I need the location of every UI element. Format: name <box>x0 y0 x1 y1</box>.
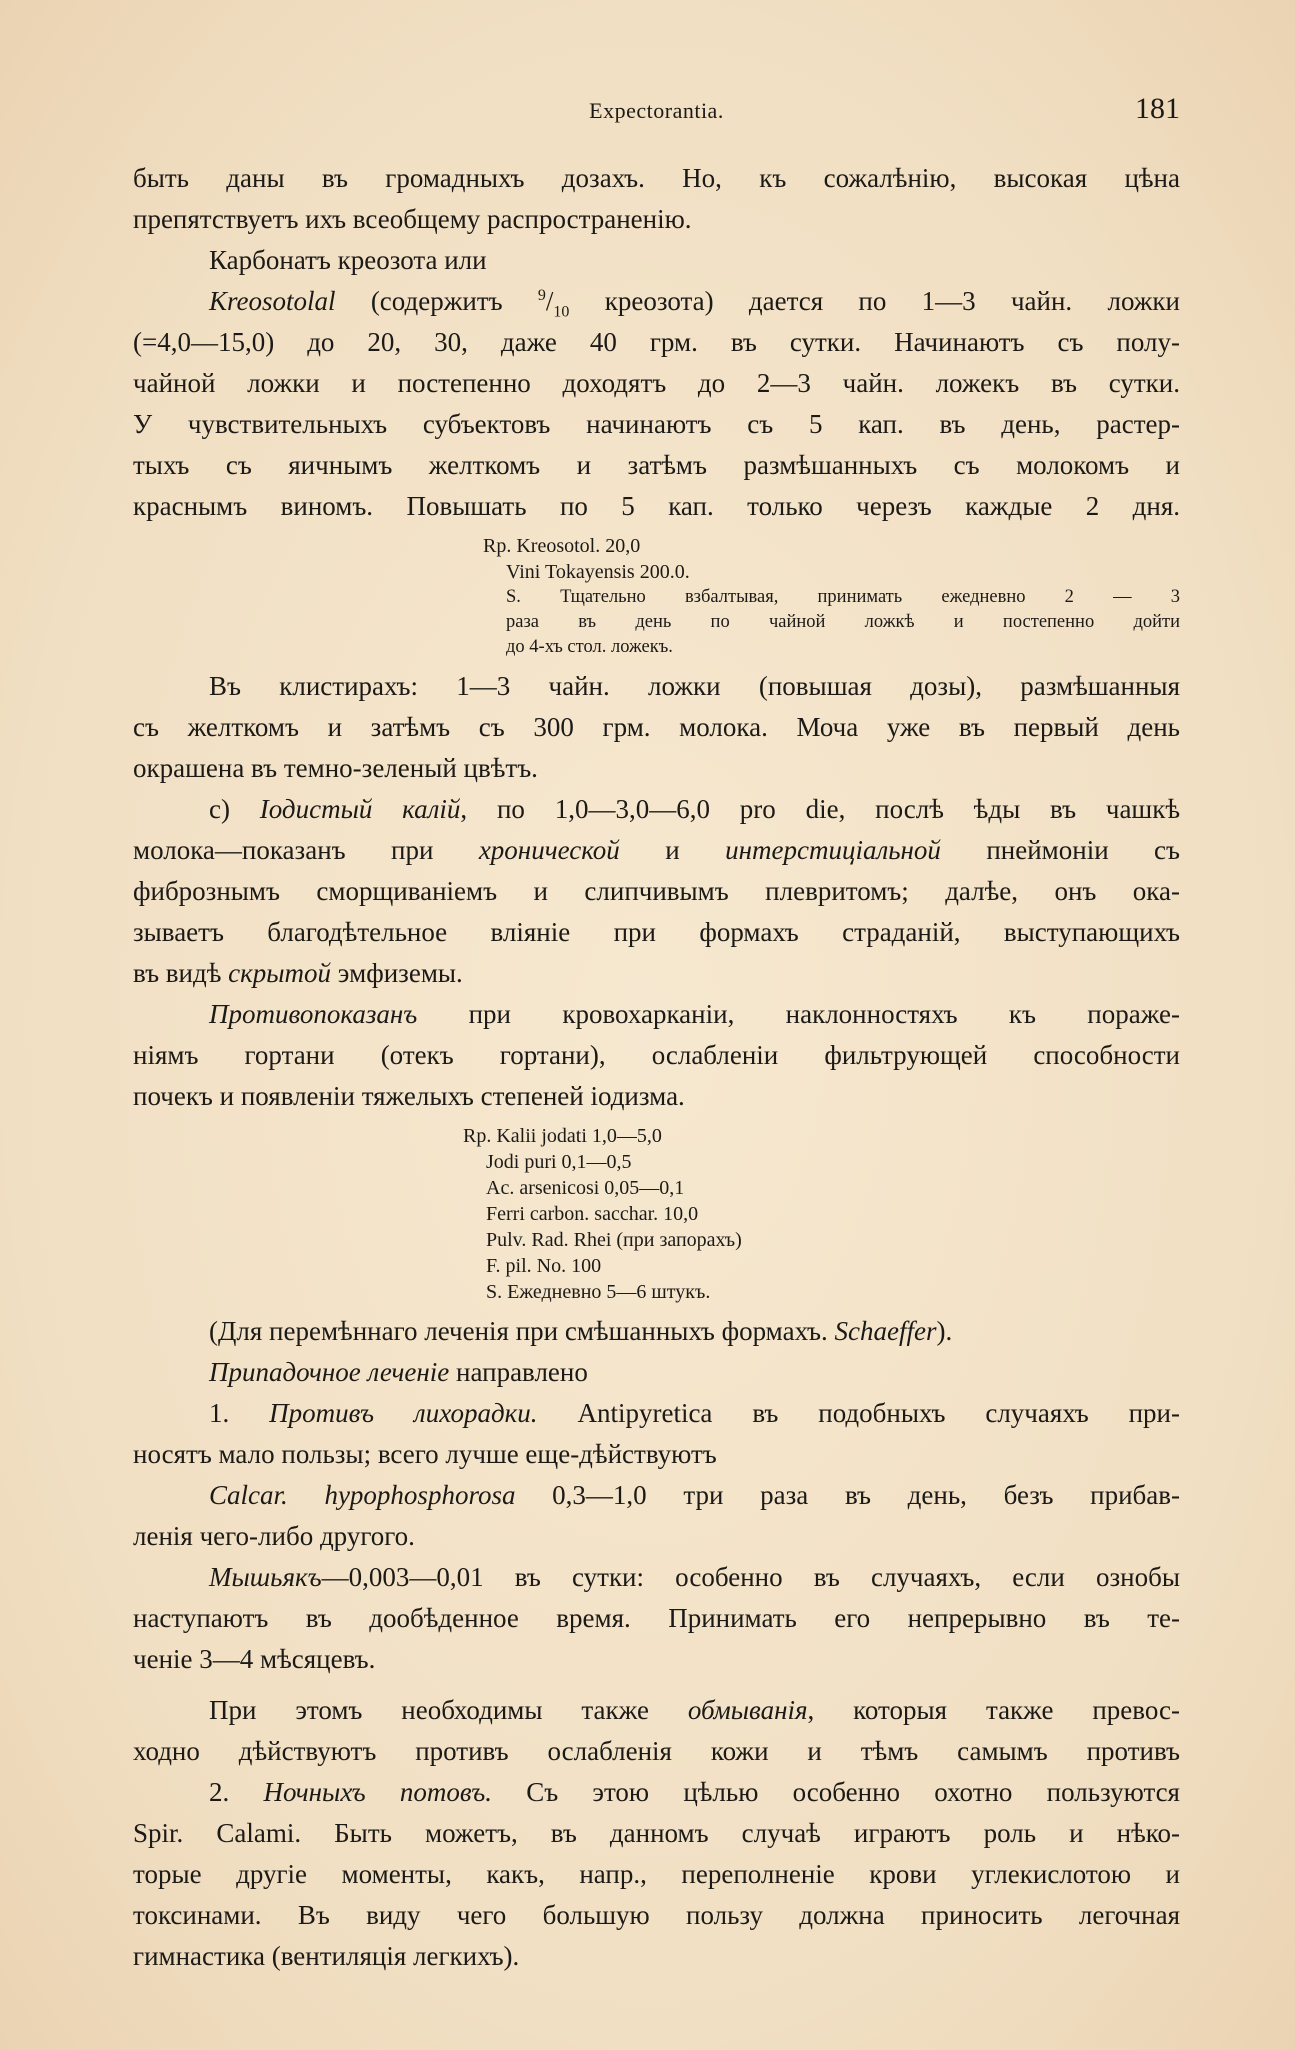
text-line: Мышьякъ—0,003—0,01 въ сутки: особенно въ случаяхъ, если ознобы <box>209 1562 1180 1592</box>
text-line: чайной ложки и постепенно доходятъ до 2—3 чайн. ложекъ въ сутки. <box>133 368 1180 398</box>
text-line: Противопоказанъ при кровохарканіи, наклонностяхъ къ пораже- <box>209 999 1180 1029</box>
text-line: краснымъ виномъ. Повышать по 5 кап. только черезъ каждые 2 дня. <box>133 491 1180 521</box>
text-line: съ желткомъ и затѣмъ съ 300 грм. молока. Моча уже въ первый день <box>133 712 1180 742</box>
text-line: 2. Ночныхъ потовъ. Съ этою цѣлью особенно охотно пользуются <box>209 1777 1180 1807</box>
text-line: токсинами. Въ виду чего большую пользу должна приносить легочная <box>133 1900 1180 1930</box>
prescription-line: раза въ день по чайной ложкѣ и постепенно дойти <box>506 612 1180 632</box>
running-title: Expectorantia. <box>589 98 724 123</box>
prescription-line: S. Тщательно взбалтывая, принимать ежедневно 2 — 3 <box>506 587 1180 607</box>
text-line: въ видѣ скрытой эмфиземы. <box>133 958 463 988</box>
text-line: торые другіе моменты, какъ, напр., переполненіе крови углекислотою и <box>133 1859 1180 1889</box>
text-line: Въ клистирахъ: 1—3 чайн. ложки (повышая дозы), размѣшанныя <box>209 671 1180 701</box>
text-line: (=4,0—15,0) до 20, 30, даже 40 грм. въ сутки. Начинаютъ съ полу- <box>133 327 1180 357</box>
text-line: наступаютъ въ дообѣденное время. Принимать его непрерывно въ те- <box>133 1603 1180 1633</box>
text-line: ходно дѣйствуютъ противъ ослабленія кожи и тѣмъ самымъ противъ <box>133 1736 1180 1766</box>
text-line: ніямъ гортани (отекъ гортани), ослабленіи фильтрующей способности <box>133 1040 1180 1070</box>
prescription-line: Ac. arsenicosi 0,05—0,1 <box>486 1177 685 1199</box>
prescription-line: Vini Tokayensis 200.0. <box>506 561 690 583</box>
text-line: ленія чего-либо другого. <box>133 1521 415 1551</box>
prescription-line: до 4-хъ стол. ложекъ. <box>506 637 673 657</box>
prescription-line: Pulv. Rad. Rhei (при запорахъ) <box>486 1229 742 1251</box>
text-line: Calcar. hypophosphorosa 0,3—1,0 три раза въ день, безъ прибав- <box>209 1480 1180 1510</box>
text-line: носятъ мало пользы; всего лучше еще-дѣйствуютъ <box>133 1439 717 1469</box>
text-line: ченіе 3—4 мѣсяцевъ. <box>133 1644 376 1674</box>
text-line: тыхъ съ яичнымъ желткомъ и затѣмъ размѣшанныхъ съ молокомъ и <box>133 450 1180 480</box>
prescription-line: S. Ежедневно 5—6 штукъ. <box>486 1281 711 1303</box>
text-line: Припадочное леченіе направлено <box>209 1357 588 1387</box>
page-header <box>133 92 1180 132</box>
text-line: гимнастика (вентиляція легкихъ). <box>133 1941 520 1971</box>
text-line: почекъ и появленіи тяжелыхъ степеней іодизма. <box>133 1081 685 1111</box>
text-line: (Для перемѣннаго леченія при смѣшанныхъ формахъ. Schaeffer). <box>209 1316 953 1346</box>
text-line: c) Іодистый калій, по 1,0—3,0—6,0 pro die, послѣ ѣды въ чашкѣ <box>209 794 1180 824</box>
page-number: 181 <box>1135 92 1180 125</box>
prescription-line: Rp. Kreosotol. 20,0 <box>483 535 641 557</box>
drug-name: Kreosotolal <box>209 286 336 316</box>
text-line: фибрознымъ сморщиваніемъ и слипчивымъ плевритомъ; далѣе, онъ ока- <box>133 876 1180 906</box>
prescription-line: Rp. Kalii jodati 1,0—5,0 <box>463 1125 662 1147</box>
page-body <box>133 158 1180 1977</box>
text-line: зываетъ благодѣтельное вліяніе при формахъ страданій, выступающихъ <box>133 917 1180 947</box>
text-line: У чувствительныхъ субъектовъ начинаютъ съ 5 кап. въ день, растер- <box>133 409 1180 439</box>
text-line: окрашена въ темно-зеленый цвѣтъ. <box>133 753 538 783</box>
prescription-line: Ferri carbon. sacchar. 10,0 <box>486 1203 699 1225</box>
text-line: 1. Противъ лихорадки. Antipyretica въ подобныхъ случаяхъ при- <box>209 1398 1180 1428</box>
text-line: Карбонатъ креозота или <box>209 245 487 275</box>
prescription-line: F. pil. No. 100 <box>486 1255 602 1277</box>
text-line: Kreosotolal (содержитъ $^9/_{10}$ креозота) дается по 1—3 чайн. ложки <box>209 286 1180 321</box>
prescription-line: Jodi puri 0,1—0,5 <box>486 1151 632 1173</box>
prescription-block <box>133 1123 1180 1305</box>
text-line: Spir. Calami. Быть можетъ, въ данномъ случаѣ играютъ роль и нѣко- <box>133 1818 1180 1848</box>
text-line: препятствуетъ ихъ всеобщему распространенію. <box>133 204 692 234</box>
text-line: молока—показанъ при хронической и интерстиціальной пнеймоніи съ <box>133 835 1180 865</box>
text-line: быть даны въ громадныхъ дозахъ. Но, къ сожалѣнію, высокая цѣна <box>133 163 1180 193</box>
text-line: При этомъ необходимы также обмыванія, которыя также превос- <box>209 1695 1180 1725</box>
prescription-block <box>133 533 1180 660</box>
